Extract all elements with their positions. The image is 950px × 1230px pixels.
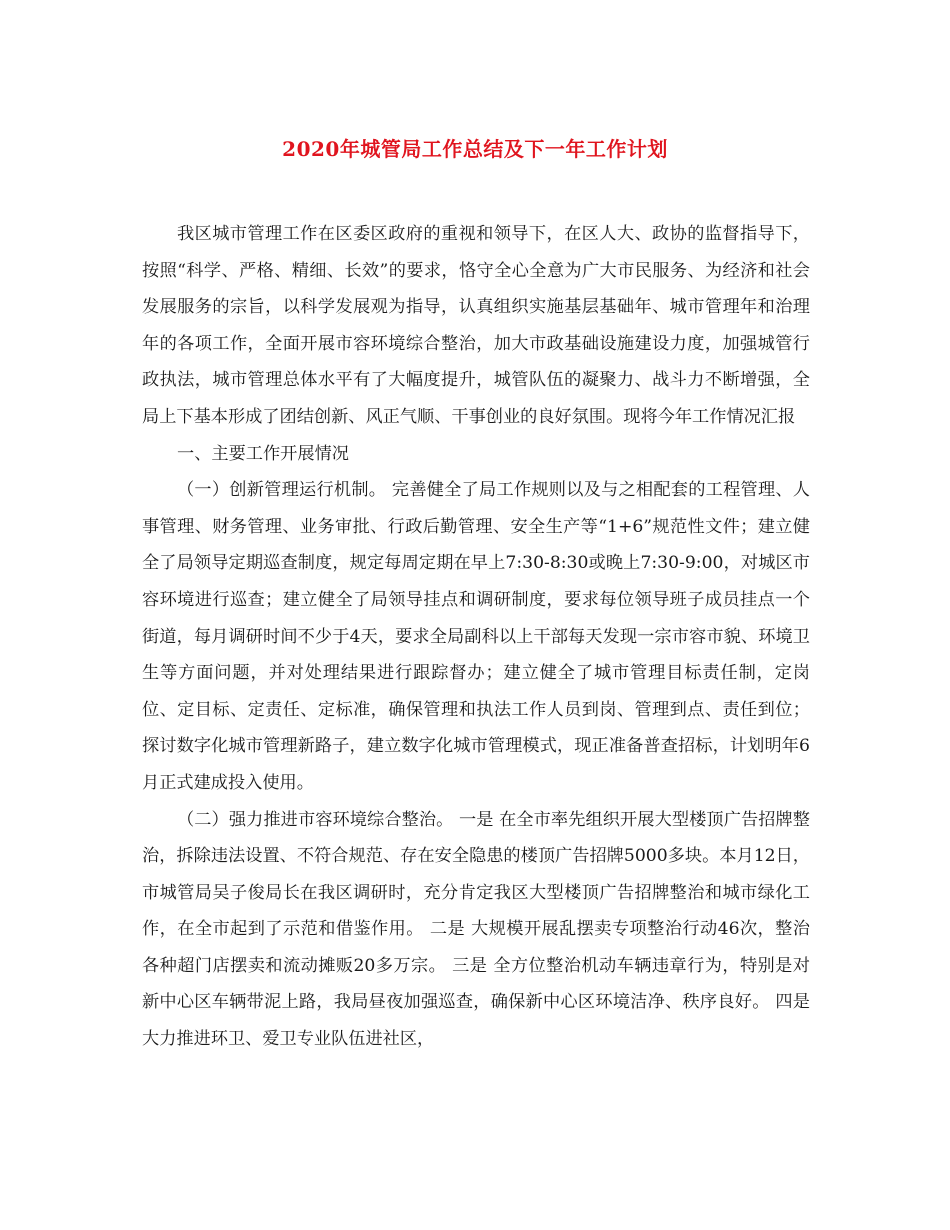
- paragraph-environment-rectification: （二）强力推进市容环境综合整治。 一是 在全市率先组织开展大型楼顶广告招牌整治，拆除违法设置、不符合规范、存在安全隐患的楼顶广告招牌5000多块。本月12日，市城管局吴子俊局长在我区调研时，充分肯定我区大型楼顶广告招牌整治和城市绿化工作，在全市起到了示范和借鉴作用。 二是 大规模开展乱摆卖专项整治行动46次，整治各种超门店摆卖和流动摊贩20多万宗。 三是 全方位整治机动车辆违章行为，特别是对新中心区车辆带泥上路，我局昼夜加强巡查，确保新中心区环境洁净、秩序良好。 四是 大力推进环卫、爱卫专业队伍进社区，: [142, 809, 810, 1050]
- document-body: [142, 216, 810, 1058]
- section-heading-main-work: 一、主要工作开展情况: [177, 443, 349, 464]
- paragraph-management-mechanism: （一）创新管理运行机制。 完善健全了局工作规则以及与之相配套的工程管理、人事管理、财务管理、业务审批、行政后勤管理、安全生产等“1+6”规范性文件；建立健全了局领导定期巡查制度，规定每周定期在早上7:30-8:30或晚上7:30-9:00，对城区市容环境进行巡查；建立健全了局领导挂点和调研制度，要求每位领导班子成员挂点一个街道，每月调研时间不少于4天，要求全局副科以上干部每天发现一宗市容市貌、环境卫生等方面问题，并对处理结果进行跟踪督办；建立健全了城市管理目标责任制，定岗位、定目标、定责任、定标准，确保管理和执法工作人员到岗、管理到点、责任到位；探讨数字化城市管理新路子，建立数字化城市管理模式，现正准备普查招标，计划明年6月正式建成投入使用。: [142, 480, 810, 793]
- document-title: 2020年城管局工作总结及下一年工作计划: [282, 137, 668, 161]
- paragraph-intro: 我区城市管理工作在区委区政府的重视和领导下，在区人大、政协的监督指导下，按照“科学、严格、精细、长效”的要求，恪守全心全意为广大市民服务、为经济和社会发展服务的宗旨，以科学发展观为指导，认真组织实施基层基础年、城市管理年和治理年的各项工作，全面开展市容环境综合整治，加大市政基础设施建设力度，加强城管行政执法，城市管理总体水平有了大幅度提升，城管队伍的凝聚力、战斗力不断增强，全局上下基本形成了团结创新、风正气顺、干事创业的良好氛围。现将今年工作情况汇报: [142, 224, 810, 427]
